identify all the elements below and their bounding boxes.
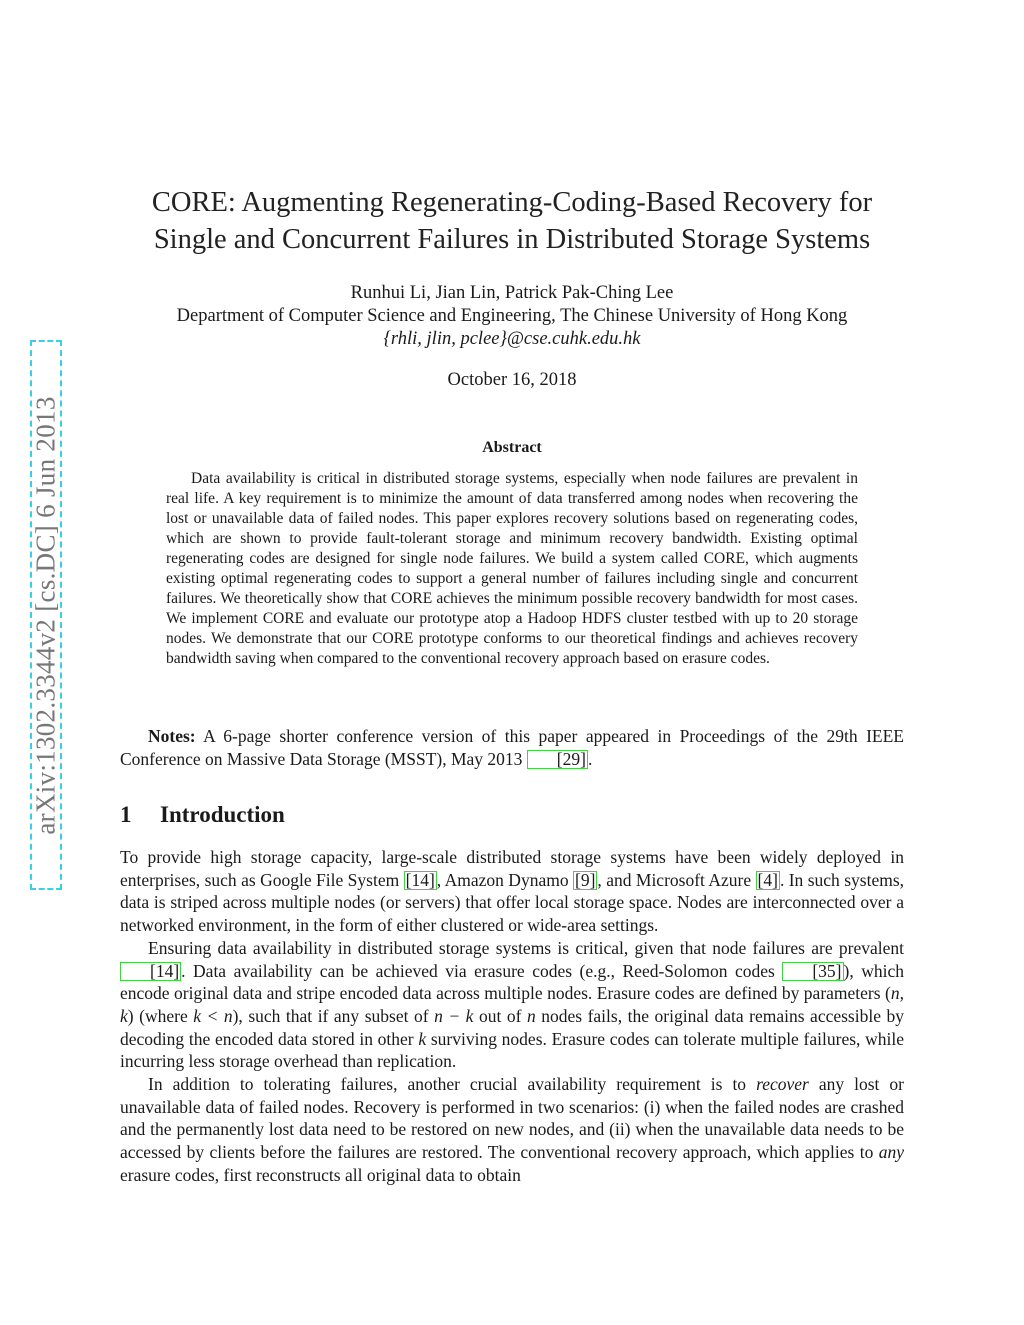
text-run: erasure codes, first reconstructs all original data to obtain xyxy=(120,1164,521,1185)
citation-link[interactable]: [35] xyxy=(782,962,843,981)
publication-date: October 16, 2018 xyxy=(447,370,577,390)
text-run: surviving nodes. Erasure codes can tolerate multiple failures, while incurring less storage overhead than replication. xyxy=(120,1028,904,1072)
section-number: 1 xyxy=(120,802,132,827)
math-variable: n − k xyxy=(434,1005,474,1026)
citation-link[interactable]: [4] xyxy=(757,869,778,890)
text-run: ), such that if any subset of xyxy=(232,1005,435,1026)
notes-text: A 6-page shorter conference version of this paper appeared in Proceedings of the 29th IEEE Conference on Massive Data Storage (MSST), May 2013 xyxy=(120,726,904,769)
emphasis: recover xyxy=(756,1074,809,1095)
text-run: nodes fails, the original data remains accessible by decoding the encoded data stored in other xyxy=(120,1005,905,1049)
paper-title xyxy=(120,184,904,258)
text-run: any lost or unavailable data of failed nodes. Recovery is performed in two scenarios: (i) when the failed nodes are crashed and the permanently lost data need to be restored on new nodes, and (ii) when the unavailable data needs to be accessed by clients before the failures are restored. The conventional recovery approach, which applies to xyxy=(120,1074,904,1163)
math-variable: n xyxy=(526,1005,536,1026)
text-run: In addition to tolerating failures, another crucial availability requirement is to xyxy=(148,1074,757,1095)
citation-link[interactable]: [29] xyxy=(527,750,588,769)
email-addresses: {rhli, jlin, pclee}@cse.cuhk.edu.hk xyxy=(383,329,641,349)
intro-paragraph-2 xyxy=(120,937,904,1073)
emphasis: any xyxy=(878,1142,904,1163)
text-run: . Data availability can be achieved via erasure codes (e.g., Reed-Solomon codes xyxy=(181,960,783,981)
abstract-heading: Abstract xyxy=(482,439,542,456)
abstract-body: Data availability is critical in distributed storage systems, especially when node failures are prevalent in real life. A key requirement is to minimize the amount of data transferred among nodes when recovering the lost or unavailable data of failed nodes. This paper explores recovery solutions based on regenerating codes, which are shown to provide fault-tolerant storage and minimum recovery bandwidth. Existing optimal regenerating codes are designed for single node failures. We build a system called CORE, which augments existing optimal regenerating codes to support a general number of failures including single and concurrent failures. We theoretically show that CORE achieves the minimum possible recovery bandwidth for most cases. We implement CORE and evaluate our prototype atop a Hadoop HDFS cluster testbed with up to 20 storage nodes. We demonstrate that our CORE prototype conforms to our theoretical findings and achieves recovery bandwidth saving when compared to the conventional recovery approach based on erasure codes. xyxy=(166,470,858,667)
math-variable: k xyxy=(418,1028,427,1049)
math-variable: k < n xyxy=(193,1005,233,1026)
section-heading xyxy=(120,800,285,830)
arxiv-identifier-text: arXiv:1302.3344v2 [cs.DC] 6 Jun 2013 xyxy=(30,395,61,835)
citation-link[interactable]: [14] xyxy=(120,962,181,981)
citation-link[interactable]: [14] xyxy=(405,869,435,890)
text-run: out of xyxy=(473,1005,527,1026)
notes-text-end: . xyxy=(587,749,593,769)
intro-paragraph-3 xyxy=(120,1073,904,1187)
title-line-1: CORE: Augmenting Regenerating-Coding-Based Recovery for xyxy=(151,187,873,218)
text-run: ), which encode original data and stripe encoded data across multiple nodes. Erasure codes are defined by parameters ( xyxy=(120,960,904,1004)
section-title: Introduction xyxy=(160,802,285,827)
citation-link[interactable]: [9] xyxy=(575,869,596,890)
notes-label: Notes: xyxy=(148,726,196,746)
arxiv-identifier-sidebar[interactable] xyxy=(30,340,62,890)
intro-paragraph-1 xyxy=(120,846,904,937)
authors: Runhui Li, Jian Lin, Patrick Pak-Ching Lee xyxy=(350,283,674,303)
title-line-2: Single and Concurrent Failures in Distributed Storage Systems xyxy=(153,224,871,255)
notes-paragraph xyxy=(120,725,904,771)
text-run: ) (where xyxy=(127,1005,194,1026)
text-run: . In such systems, data is striped across multiple nodes (or servers) that offer local storage space. Nodes are interconnected over a networked environment, in the form of either clustered or wide-area settings. xyxy=(120,869,905,936)
text-run: , and Microsoft Azure xyxy=(597,869,756,890)
text-run: To provide high storage capacity, large-scale distributed storage systems have been widely deployed in enterprises, such as Google File System xyxy=(120,847,904,890)
affiliation: Department of Computer Science and Engineering, The Chinese University of Hong Kong xyxy=(176,306,848,326)
text-run: , Amazon Dynamo xyxy=(436,869,573,890)
math-variable: n, k xyxy=(120,983,904,1026)
text-run: Ensuring data availability in distributed storage systems is critical, given that node failures are prevalent xyxy=(148,937,904,958)
introduction-body xyxy=(120,846,904,1187)
